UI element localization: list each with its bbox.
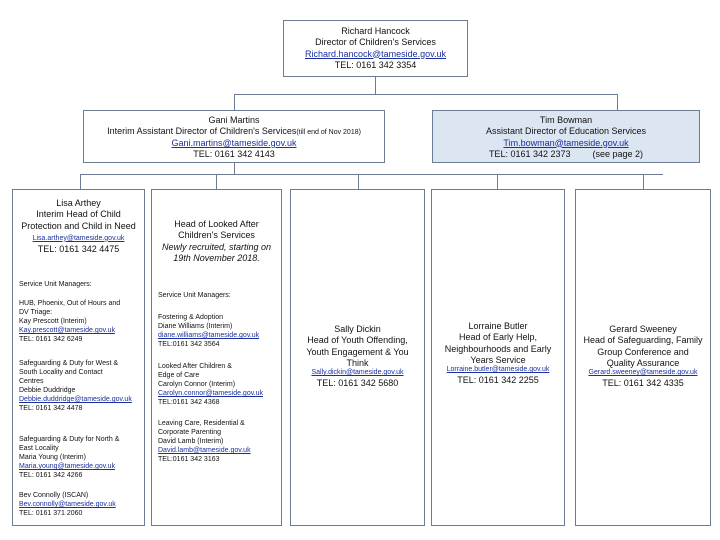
- unit-tel: TEL: 0161 371 2060: [19, 510, 83, 518]
- lorraine-box: [431, 189, 565, 526]
- gani-title: Interim Assistant Director of Children's Services: [107, 126, 297, 137]
- unit-line: East Locality: [19, 445, 59, 453]
- unit-line: Maria Young (Interim): [19, 454, 86, 462]
- unit-email[interactable]: Bev.connolly@tameside.gov.uk: [19, 501, 116, 509]
- lisa-email[interactable]: Lisa.arthey@tameside.gov.uk: [32, 234, 125, 242]
- connector-gani-down: [234, 163, 235, 174]
- unit-email[interactable]: Kay.prescott@tameside.gov.uk: [19, 327, 115, 335]
- connector-tim-up: [617, 94, 618, 110]
- unit-tel: TEL: 0161 342 4266: [19, 472, 83, 480]
- tim-tel-line: [433, 149, 699, 160]
- lac-unit-3: [158, 419, 251, 464]
- tim-tel: TEL: 0161 342 2373: [488, 148, 571, 159]
- lac-box: [151, 189, 282, 526]
- sally-tel: TEL: 0161 342 5680: [316, 377, 399, 388]
- director-email[interactable]: Richard.hancock@tameside.gov.uk: [304, 48, 447, 59]
- tim-email[interactable]: Tim.bowman@tameside.gov.uk: [503, 137, 629, 148]
- lac-header: [152, 190, 281, 264]
- sally-name: Sally Dickin: [334, 324, 381, 334]
- sally-title: Head of Youth Offending, Youth Engagement & You Think: [306, 335, 409, 368]
- gani-name: Gani Martins: [208, 115, 260, 125]
- unit-tel: TEL: 0161 342 6249: [19, 336, 83, 344]
- unit-line: Corporate Parenting: [158, 429, 222, 437]
- lisa-unit-3: [19, 435, 119, 480]
- gani-tel: TEL: 0161 342 4143: [193, 149, 275, 160]
- unit-line: Leaving Care, Residential &: [158, 420, 245, 427]
- lisa-unit-2: [19, 359, 135, 414]
- lisa-name: Lisa Arthey: [56, 198, 101, 208]
- connector-lorraine: [497, 174, 498, 189]
- sally-email[interactable]: Sally.dickin@tameside.gov.uk: [311, 369, 404, 376]
- unit-email[interactable]: diane.williams@tameside.gov.uk: [158, 332, 260, 340]
- tim-box: [432, 110, 700, 163]
- unit-line: Bev Connolly (ISCAN): [19, 492, 89, 499]
- sally-box: [290, 189, 425, 526]
- unit-line: Looked After Children &: [158, 363, 232, 370]
- tim-name: Tim Bowman: [539, 115, 593, 125]
- director-tel: TEL: 0161 342 3354: [334, 59, 417, 70]
- tim-title: Assistant Director of Education Services: [485, 126, 647, 137]
- lorraine-email[interactable]: Lorraine.butler@tameside.gov.uk: [446, 366, 550, 373]
- director-box: [283, 20, 468, 77]
- unit-line: David Lamb (Interim): [158, 438, 224, 446]
- lorraine-title: Head of Early Help, Neighbourhoods and Early Years Service: [444, 332, 552, 365]
- lisa-title: Interim Head of Child Protection and Child in Need: [21, 209, 136, 231]
- lisa-header: [13, 190, 144, 255]
- gerard-box: [575, 189, 711, 526]
- connector-gani-up: [234, 94, 235, 110]
- gani-email[interactable]: Gani.martins@tameside.gov.uk: [171, 138, 297, 148]
- unit-tel: TEL:0161 342 3163: [158, 456, 220, 464]
- unit-line: Fostering & Adoption: [158, 314, 223, 321]
- connector-lac: [216, 174, 217, 189]
- director-name: Richard Hancock: [341, 26, 410, 36]
- unit-line: Carolyn Connor (Interim): [158, 381, 236, 389]
- gerard-title: Head of Safeguarding, Family Group Conference and Quality Assurance: [583, 335, 703, 368]
- gerard-email[interactable]: Gerard.sweeney@tameside.gov.uk: [588, 369, 698, 376]
- unit-tel: TEL: 0161 342 4478: [19, 405, 83, 413]
- connector-heads-bar: [80, 174, 663, 175]
- unit-line: Diane Williams (Interim): [158, 323, 233, 331]
- lac-title: Head of Looked After Children's Services: [174, 219, 259, 241]
- lisa-unit-4: [19, 491, 116, 518]
- unit-line: Debbie Duddridge: [19, 387, 76, 395]
- lorraine-content: [432, 321, 564, 386]
- unit-tel: TEL:0161 342 4368: [158, 399, 220, 407]
- connector-sally: [358, 174, 359, 189]
- unit-line: DV Triage:: [19, 309, 53, 317]
- gerard-content: [576, 324, 710, 389]
- gani-box: [83, 110, 385, 163]
- unit-line: Centres: [19, 378, 44, 386]
- lorraine-name: Lorraine Butler: [468, 321, 528, 331]
- gani-title-line: [84, 126, 384, 138]
- lac-service-heading: Service Unit Managers:: [158, 292, 231, 299]
- lac-unit-2: [158, 362, 263, 407]
- lorraine-tel: TEL: 0161 342 2255: [457, 374, 539, 385]
- unit-email[interactable]: Carolyn.connor@tameside.gov.uk: [158, 390, 264, 398]
- unit-line: South Locality and Contact: [19, 369, 103, 377]
- connector-gerard: [643, 174, 644, 189]
- lac-unit-1: [158, 313, 259, 349]
- connector-director-down: [375, 77, 376, 94]
- connector-lisa: [80, 174, 81, 189]
- unit-email[interactable]: David.lamb@tameside.gov.uk: [158, 447, 251, 455]
- lisa-box: [12, 189, 145, 526]
- tim-note: (see page 2): [592, 148, 644, 159]
- unit-email[interactable]: Debbie.duddridge@tameside.gov.uk: [19, 396, 132, 404]
- lisa-service-heading: Service Unit Managers:: [19, 281, 92, 288]
- unit-line: Edge of Care: [158, 372, 200, 380]
- unit-line: Safeguarding & Duty for North &: [19, 436, 120, 443]
- director-title: Director of Children's Services: [315, 37, 436, 48]
- unit-line: Safeguarding & Duty for West &: [19, 360, 119, 367]
- lisa-tel: TEL: 0161 342 4475: [37, 243, 120, 254]
- sally-content: [291, 324, 424, 389]
- connector-ad-bar: [234, 94, 617, 95]
- lac-note: Newly recruited, starting on 19th November 2018.: [161, 241, 272, 263]
- unit-tel: TEL:0161 342 3564: [158, 341, 220, 349]
- unit-email[interactable]: Maria.young@tameside.gov.uk: [19, 463, 116, 471]
- gerard-name: Gerard Sweeney: [609, 324, 677, 334]
- unit-line: HUB, Phoenix, Out of Hours and: [19, 300, 121, 307]
- gerard-tel: TEL: 0161 342 4335: [602, 377, 684, 388]
- gani-title-note: (till end of Nov 2018): [296, 129, 361, 137]
- unit-line: Kay Prescott (Interim): [19, 318, 87, 326]
- lisa-unit-1: [19, 299, 120, 344]
